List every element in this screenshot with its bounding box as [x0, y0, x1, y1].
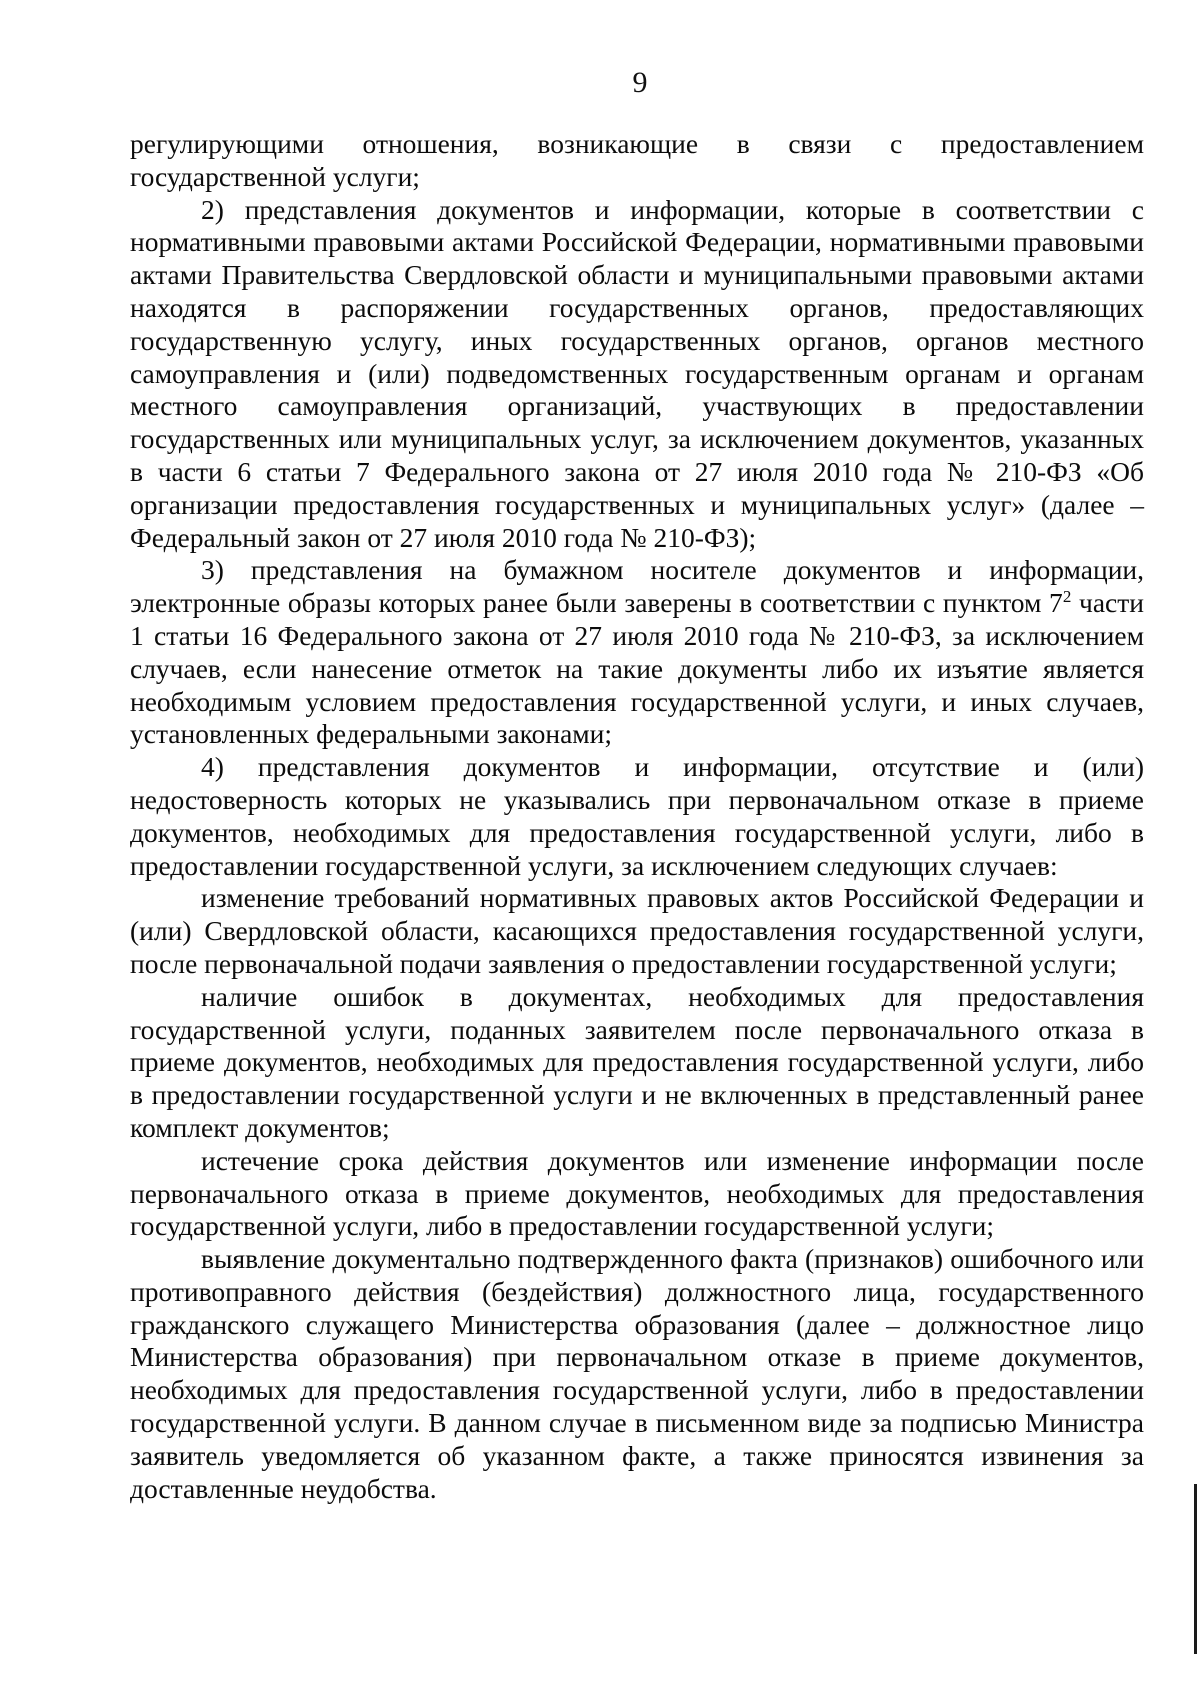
- page-number: 9: [632, 66, 648, 99]
- paragraph-item-3: [130, 554, 1144, 751]
- paragraph-continuation: регулирующими отношения, возникающие в связи с предоставлением государственной услуги;: [130, 128, 1144, 192]
- document-body: [130, 128, 1144, 1505]
- exception-case-2: наличие ошибок в документах, необходимых для предоставления государственной услуги, поданных заявителем после первоначального отказа в приеме документов, необходимых для предоставления государственной услуги, либо в предоставлении государственной услуги и не включенных в представленный ранее комплект документов;: [130, 980, 1144, 1143]
- exception-case-3: истечение срока действия документов или изменение информации после первоначального отказа в приеме документов, необходимых для предоставления государственной услуги, либо в предоставлении государственной услуги;: [130, 1144, 1144, 1242]
- exception-case-4: выявление документально подтвержденного факта (признаков) ошибочного или противоправного действия (бездействия) должностного лица, государственного гражданского служащего Министерства образования (далее – должностное лицо Министерства образования) при первоначальном отказе в приеме документов, необходимых для предоставления государственной услуги, либо в предоставлении государственной услуги. В данном случае в письменном виде за подписью Министра заявитель уведомляется об указанном факте, а также приносятся извинения за доставленные неудобства.: [130, 1243, 1144, 1504]
- paragraph-item-4: 4) представления документов и информации, отсутствие и (или) недостоверность которых не указывались при первоначальном отказе в приеме документов, необходимых для предоставления государственной услуги, либо в предоставлении государственной услуги, за исключением следующих случаев:: [130, 751, 1144, 881]
- exception-case-1: изменение требований нормативных правовых актов Российской Федерации и (или) Свердловской области, касающихся предоставления государственной услуги, после первоначальной подачи заявления о предоставлении государственной услуги;: [130, 882, 1144, 979]
- superscript-index: 2: [1062, 587, 1072, 606]
- paragraph-item-3-text-after: части 1 статьи 16 Федерального закона от 27 июля 2010 года № 210-ФЗ, за исключением случаев, если нанесение отметок на такие документы либо их изъятие является необходимым условием предоставления государственной услуги, и иных случаев, установленных федеральными законами;: [130, 587, 1144, 750]
- scan-edge-mark: [1194, 1484, 1197, 1654]
- paragraph-item-3-text-before: 3) представления на бумажном носителе документов и информации, электронные образы которых ранее были заверены в соответствии с пунктом 7: [130, 554, 1144, 619]
- paragraph-item-2: 2) представления документов и информации, которые в соответствии с нормативными правовыми актами Российской Федерации, нормативными правовыми актами Правительства Свердловской области и муниципальными правовыми актами находятся в распоряжении государственных органов, предоставляющих государственную услугу, иных государственных органов, органов местного самоуправления и (или) подведомственных государственным органам и органам местного самоуправления организаций, участвующих в предоставлении государственных или муниципальных услуг, за исключением документов, указанных в части 6 статьи 7 Федерального закона от 27 июля 2010 года № 210-ФЗ «Об организации предоставления государственных и муниципальных услуг» (далее – Федеральный закон от 27 июля 2010 года № 210-ФЗ);: [130, 193, 1144, 553]
